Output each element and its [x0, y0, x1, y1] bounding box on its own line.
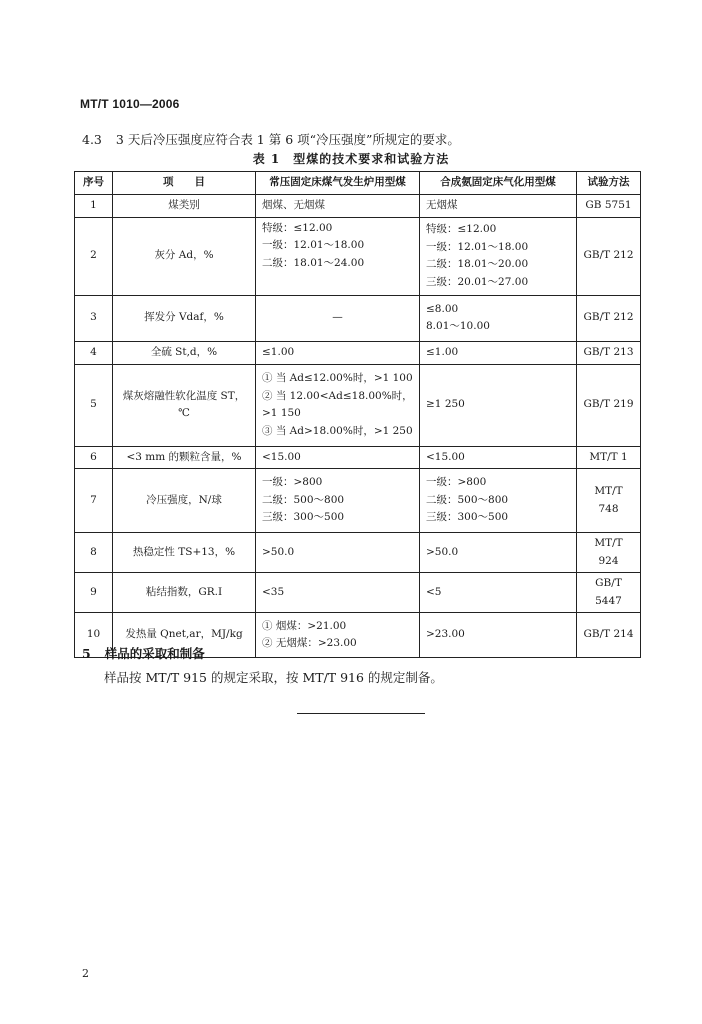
table-row [75, 364, 641, 446]
value-line: 无烟煤 [426, 199, 458, 211]
table-caption: 表 1 型煤的技术要求和试验方法 [252, 152, 450, 166]
value-line: ③ 当 Ad>18.00%时，>1 250 [262, 424, 413, 437]
value-line: 二级：18.01～20.00 [426, 258, 529, 270]
row-col-b [420, 295, 577, 341]
row-col-b [420, 573, 577, 613]
row-col-b [420, 469, 577, 533]
value-line: 烟煤、无烟煤 [262, 199, 325, 211]
clause-text: 3 天后冷压强度应符合表 1 第 6 项“冷压强度”所规定的要求。 [115, 132, 460, 147]
value-line: ≥1 250 [426, 398, 465, 411]
value-line: 二级：500～800 [426, 493, 509, 506]
row-method: GB 5751 [577, 195, 641, 218]
row-col-b [420, 217, 577, 295]
row-item: 灰分 Ad，% [113, 217, 256, 295]
row-item: 煤灰熔融性软化温度 ST，℃ [113, 364, 256, 446]
value-line: 一级：>800 [262, 476, 323, 489]
row-col-a [256, 195, 420, 218]
row-col-a [256, 613, 420, 658]
standard-code-header: MT/T 1010—2006 [80, 97, 180, 111]
value-line: — [332, 311, 343, 324]
row-no: 2 [75, 217, 113, 295]
value-line: >23.00 [426, 628, 465, 641]
section-5-heading [82, 644, 205, 662]
row-no: 9 [75, 573, 113, 613]
spec-table [74, 171, 641, 658]
row-item: <3 mm 的颗粒含量，% [113, 446, 256, 469]
row-no: 5 [75, 364, 113, 446]
row-no: 6 [75, 446, 113, 469]
value-line: <15.00 [262, 450, 301, 463]
row-col-a [256, 217, 420, 295]
row-col-b [420, 341, 577, 364]
row-item: 全硫 St,d，% [113, 341, 256, 364]
value-line: 三级：300～500 [262, 511, 345, 524]
row-no: 10 [75, 613, 113, 658]
value-line: 一级：12.01～18.00 [426, 240, 529, 253]
table-row [75, 295, 641, 341]
value-line: <15.00 [426, 450, 465, 463]
table-row [75, 573, 641, 613]
row-item: 粘结指数，GR.I [113, 573, 256, 613]
clause-4-3 [82, 130, 460, 148]
value-line: 三级：300～500 [426, 511, 509, 524]
table-row [75, 341, 641, 364]
row-col-b [420, 364, 577, 446]
header-col-a: 常压固定床煤气发生炉用型煤 [256, 172, 420, 195]
row-method: MT/T 1 [577, 446, 641, 469]
row-item: 热稳定性 TS+13，% [113, 533, 256, 573]
row-col-b [420, 195, 577, 218]
value-line: <35 [262, 585, 285, 598]
value-line: 一级：>800 [426, 476, 487, 489]
section-number: 5 [82, 646, 91, 661]
header-method: 试验方法 [577, 172, 641, 195]
row-col-a [256, 446, 420, 469]
header-item: 项 目 [113, 172, 256, 195]
row-col-a [256, 364, 420, 446]
value-line: 二级：500～800 [262, 493, 345, 506]
clause-number: 4.3 [82, 132, 102, 147]
table-row [75, 217, 641, 295]
table-header-row [75, 172, 641, 195]
value-line: 一级：12.01～18.00 [262, 239, 365, 251]
value-line: ≤8.00 [426, 302, 459, 315]
value-line: 三级：20.01～27.00 [426, 275, 529, 288]
row-col-a [256, 533, 420, 573]
row-item: 挥发分 Vdaf，% [113, 295, 256, 341]
row-item: 冷压强度，N/球 [113, 469, 256, 533]
row-col-a [256, 295, 420, 341]
row-no: 8 [75, 533, 113, 573]
row-method: MT/T 924 [577, 533, 641, 573]
row-method: GB/T 212 [577, 295, 641, 341]
row-col-a [256, 573, 420, 613]
row-no: 4 [75, 341, 113, 364]
row-method: GB/T 213 [577, 341, 641, 364]
row-method: GB/T 5447 [577, 573, 641, 613]
value-line: 特级：≤12.00 [426, 223, 497, 235]
end-rule [297, 713, 425, 714]
row-col-a [256, 469, 420, 533]
row-col-a [256, 341, 420, 364]
row-col-b [420, 533, 577, 573]
value-line: ≤1.00 [262, 345, 295, 358]
page-number: 2 [82, 967, 89, 980]
row-method: GB/T 214 [577, 613, 641, 658]
value-line: ≤1.00 [426, 345, 459, 358]
row-col-b [420, 446, 577, 469]
row-no: 3 [75, 295, 113, 341]
header-col-b: 合成氨固定床气化用型煤 [420, 172, 577, 195]
section-5-paragraph: 样品按 MT/T 915 的规定采取，按 MT/T 916 的规定制备。 [104, 670, 443, 685]
row-method: MT/T 748 [577, 469, 641, 533]
value-line: >1 150 [262, 407, 301, 419]
row-no: 7 [75, 469, 113, 533]
value-line: ② 当 12.00<Ad≤18.00%时， [262, 389, 413, 402]
row-no: 1 [75, 195, 113, 218]
row-item: 煤类别 [113, 195, 256, 218]
table-row [75, 469, 641, 533]
table-row [75, 195, 641, 218]
value-line: ② 无烟煤：>23.00 [262, 637, 357, 649]
value-line: >50.0 [426, 545, 459, 558]
row-col-b [420, 613, 577, 658]
value-line: >50.0 [262, 545, 295, 558]
value-line: ① 当 Ad≤12.00%时，>1 100 [262, 372, 413, 384]
value-line: ① 烟煤：>21.00 [262, 619, 347, 632]
header-no: 序号 [75, 172, 113, 195]
value-line: <5 [426, 585, 442, 598]
table-row [75, 533, 641, 573]
row-method: GB/T 212 [577, 217, 641, 295]
value-line: 8.01～10.00 [426, 320, 490, 332]
value-line: 特级：≤12.00 [262, 221, 333, 234]
section-title: 样品的采取和制备 [104, 646, 205, 661]
row-item: 发热量 Qnet,ar，MJ/kg [113, 613, 256, 658]
table-row [75, 446, 641, 469]
value-line: 二级：18.01～24.00 [262, 256, 365, 269]
row-method: GB/T 219 [577, 364, 641, 446]
